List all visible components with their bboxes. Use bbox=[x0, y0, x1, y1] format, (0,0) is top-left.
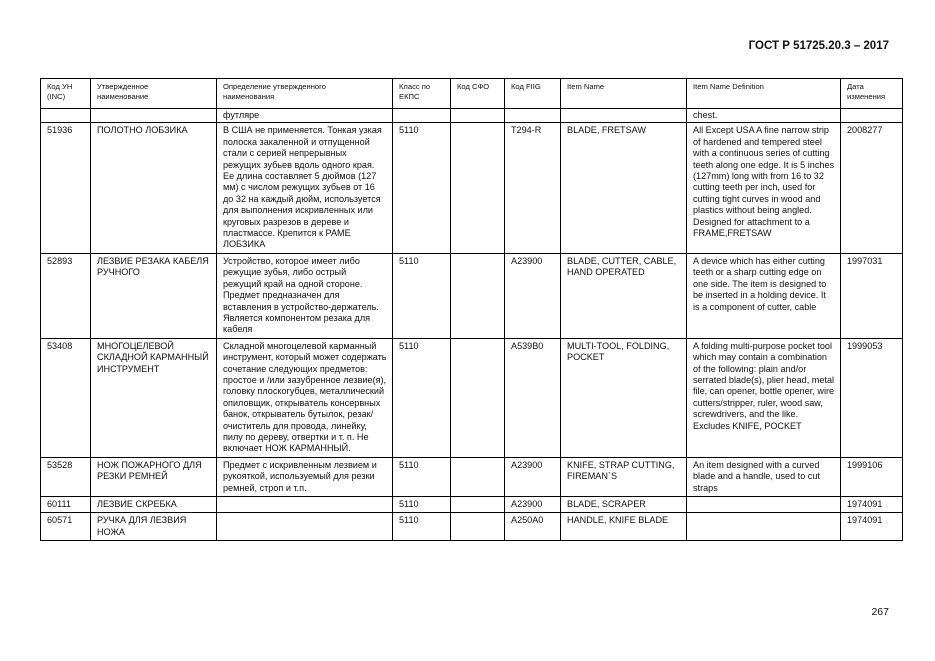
fiig-cell: A23900 bbox=[505, 253, 561, 338]
approved-name-cell bbox=[91, 109, 217, 123]
class-cell: 5110 bbox=[393, 513, 451, 541]
definition-cell bbox=[217, 497, 393, 513]
fiig-cell: A23900 bbox=[505, 457, 561, 496]
date-cell bbox=[841, 109, 903, 123]
item-definition-cell bbox=[687, 497, 841, 513]
item-definition-cell: A folding multi-purpose pocket tool which may contain a combination of the following: plain and/or serrated blade(s), plier head, metal file, can opener, bottle opener, wire cutters/stripper, ruler, wood saw, screwdrivers, and the like. Excludes KNIFE, POCKET bbox=[687, 338, 841, 457]
fiig-cell bbox=[505, 109, 561, 123]
inc-cell: 60571 bbox=[41, 513, 91, 541]
approved-name-cell: ЛЕЗВИЕ РЕЗАКА КАБЕЛЯ РУЧНОГО bbox=[91, 253, 217, 338]
column-header-item-name: Item Name bbox=[561, 79, 687, 109]
date-cell: 2008277 bbox=[841, 123, 903, 253]
sfo-cell bbox=[451, 123, 505, 253]
item-name-cell: HANDLE, KNIFE BLADE bbox=[561, 513, 687, 541]
approved-name-cell: ЛЕЗВИЕ СКРЕБКА bbox=[91, 497, 217, 513]
class-cell bbox=[393, 109, 451, 123]
table-header bbox=[41, 79, 903, 109]
column-header-sfo: Код СФО bbox=[451, 79, 505, 109]
column-header-class: Класс по ЕКПС bbox=[393, 79, 451, 109]
table-row bbox=[41, 338, 903, 457]
definition-cell: Устройство, которое имеет либо режущие зубья, либо острый режущий край на одной стороне. Предмет предназначен для вставления в устройство-держатель. Является компонентом резака для кабеля bbox=[217, 253, 393, 338]
sfo-cell bbox=[451, 109, 505, 123]
date-cell: 1974091 bbox=[841, 513, 903, 541]
column-header-approved-name: Утвержденное наименование bbox=[91, 79, 217, 109]
item-name-cell: KNIFE, STRAP CUTTING, FIREMAN`S bbox=[561, 457, 687, 496]
table-row bbox=[41, 109, 903, 123]
class-cell: 5110 bbox=[393, 253, 451, 338]
column-header-fiig: Код FIIG bbox=[505, 79, 561, 109]
class-cell: 5110 bbox=[393, 457, 451, 496]
definition-cell: Складной многоцелевой карманный инструмент, который может содержать сочетание следующих предметов: простое и /или зазубренное лезвие(я), головку плоскогубцев, металлический опиловщик, открыватель консервных банок, открыватель бутылок, резак/очиститель для провода, линейку, пилу по дереву, отвертки и т. п. Не включает НОЖ КАРМАННЫЙ. bbox=[217, 338, 393, 457]
column-header-date: Дата изменения bbox=[841, 79, 903, 109]
item-name-cell: MULTI-TOOL, FOLDING, POCKET bbox=[561, 338, 687, 457]
date-cell: 1974091 bbox=[841, 497, 903, 513]
date-cell: 1997031 bbox=[841, 253, 903, 338]
date-cell: 1999106 bbox=[841, 457, 903, 496]
column-header-definition: Определение утвержденного наименования bbox=[217, 79, 393, 109]
item-definition-cell: All Except USA A fine narrow strip of hardened and tempered steel with a continuous series of cutting teeth along one edge. It is 5 inches (127mm) long with from 16 to 32 cutting teeth per inch, used for cutting tight curves in wood and plastics without being angled. Designed for attachment to a FRAME,FRETSAW bbox=[687, 123, 841, 253]
date-cell: 1999053 bbox=[841, 338, 903, 457]
item-definition-cell: chest. bbox=[687, 109, 841, 123]
sfo-cell bbox=[451, 457, 505, 496]
definition-cell: футляре bbox=[217, 109, 393, 123]
sfo-cell bbox=[451, 513, 505, 541]
definition-cell bbox=[217, 513, 393, 541]
inc-cell: 52893 bbox=[41, 253, 91, 338]
item-name-cell: BLADE, CUTTER, CABLE, HAND OPERATED bbox=[561, 253, 687, 338]
table-row bbox=[41, 457, 903, 496]
definition-cell: В США не применяется. Тонкая узкая полоска закаленной и отпущенной стали с серией непрерывных режущих зубьев вдоль одного края. Ее длина составляет 5 дюймов (127 мм) с числом режущих зубьев от 16 до 32 на каждый дюйм, используется для выполнения искривленных или круговых разрезов в дереве и пластмассе. Крепится к РАМЕ ЛОБЗИКА bbox=[217, 123, 393, 253]
item-name-cell: BLADE, SCRAPER bbox=[561, 497, 687, 513]
fiig-cell: A539B0 bbox=[505, 338, 561, 457]
approved-name-cell: МНОГОЦЕЛЕВОЙ СКЛАДНОЙ КАРМАННЫЙ ИНСТРУМЕНТ bbox=[91, 338, 217, 457]
class-cell: 5110 bbox=[393, 338, 451, 457]
document-number: ГОСТ Р 51725.20.3 – 2017 bbox=[748, 40, 889, 52]
definition-cell: Предмет с искривленным лезвием и рукояткой, используемый для резки ремней, строп и т.п. bbox=[217, 457, 393, 496]
inc-cell: 53408 bbox=[41, 338, 91, 457]
sfo-cell bbox=[451, 338, 505, 457]
approved-name-cell: ПОЛОТНО ЛОБЗИКА bbox=[91, 123, 217, 253]
item-definition-cell: A device which has either cutting teeth or a sharp cutting edge on one side. The item is designed to be inserted in a holding device. It is a component of cutter, cable bbox=[687, 253, 841, 338]
fiig-cell: A23900 bbox=[505, 497, 561, 513]
approved-name-cell: РУЧКА ДЛЯ ЛЕЗВИЯ НОЖА bbox=[91, 513, 217, 541]
header-row bbox=[41, 79, 903, 109]
class-cell: 5110 bbox=[393, 497, 451, 513]
table-row bbox=[41, 253, 903, 338]
page-number: 267 bbox=[871, 606, 889, 618]
catalog-table bbox=[40, 78, 903, 541]
table-row bbox=[41, 123, 903, 253]
inc-cell: 60111 bbox=[41, 497, 91, 513]
sfo-cell bbox=[451, 497, 505, 513]
inc-cell: 51936 bbox=[41, 123, 91, 253]
approved-name-cell: НОЖ ПОЖАРНОГО ДЛЯ РЕЗКИ РЕМНЕЙ bbox=[91, 457, 217, 496]
fiig-cell: A250A0 bbox=[505, 513, 561, 541]
item-definition-cell: An item designed with a curved blade and a handle, used to cut straps bbox=[687, 457, 841, 496]
inc-cell bbox=[41, 109, 91, 123]
table-row bbox=[41, 513, 903, 541]
column-header-inc: Код УН (INC) bbox=[41, 79, 91, 109]
fiig-cell: T294-R bbox=[505, 123, 561, 253]
class-cell: 5110 bbox=[393, 123, 451, 253]
inc-cell: 53528 bbox=[41, 457, 91, 496]
table-body bbox=[41, 109, 903, 541]
item-name-cell: BLADE, FRETSAW bbox=[561, 123, 687, 253]
sfo-cell bbox=[451, 253, 505, 338]
table-row bbox=[41, 497, 903, 513]
column-header-item-definition: Item Name Definition bbox=[687, 79, 841, 109]
item-name-cell bbox=[561, 109, 687, 123]
item-definition-cell bbox=[687, 513, 841, 541]
